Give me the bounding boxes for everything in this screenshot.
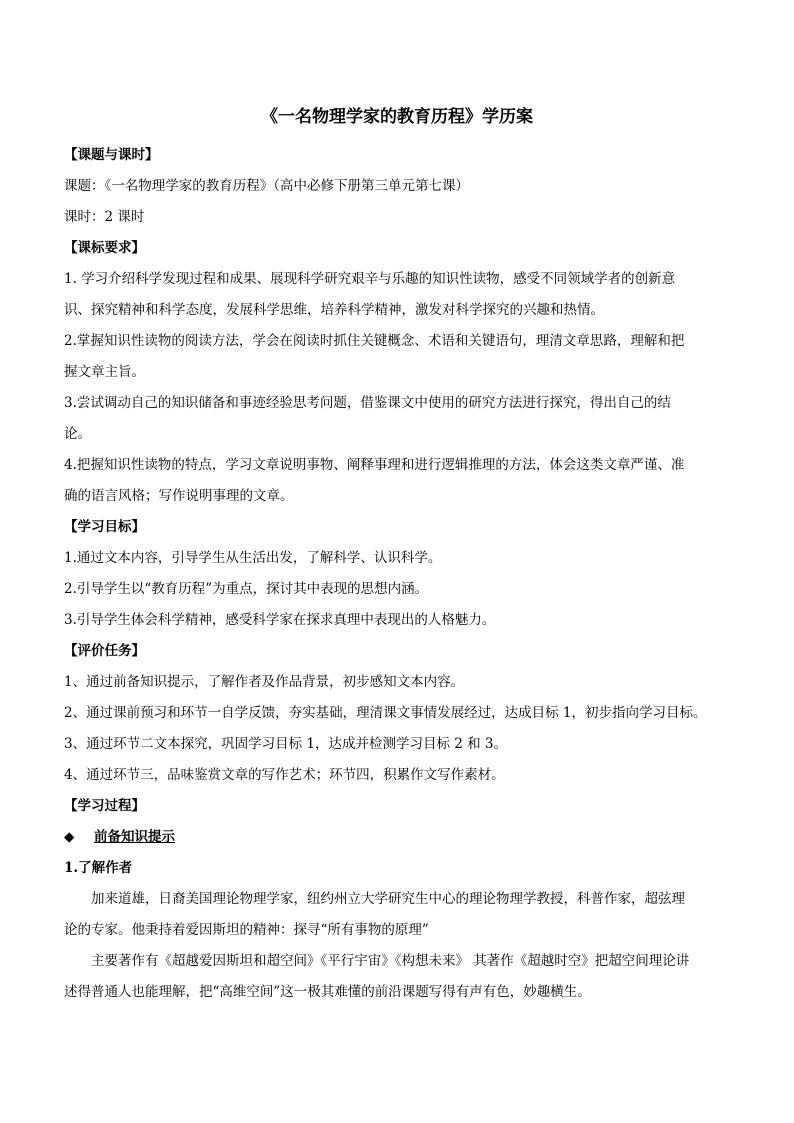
document-body <box>64 140 734 1008</box>
goal-2: 2.引导学生以“教育历程”为重点，探讨其中表现的思想内涵。 <box>64 581 429 597</box>
topic-line: 课题：《一名物理学家的教育历程》（高中必修下册第三单元第七课） <box>64 178 469 194</box>
standard-2b: 握文章主旨。 <box>64 364 145 380</box>
task-2: 2、通过课前预习和环节一自学反馈，夯实基础，理清课文事情发展经过，达成目标 1，初步指向学习目标。 <box>64 705 707 721</box>
standard-1b: 识、探究精神和科学态度，发展科学思维，培养科学精神，激发对科学探究的兴趣和热情。 <box>64 302 604 318</box>
prior-knowledge-heading: 前备知识提示 <box>94 829 175 845</box>
author-para-2b: 述得普通人也能理解，把“高维空间”这一极其难懂的前沿课题写得有声有色，妙趣横生。 <box>64 984 591 1000</box>
section-heading-process: 【学习过程】 <box>64 798 145 814</box>
prior-knowledge-row <box>64 822 734 853</box>
know-author-heading: 1.了解作者 <box>64 860 133 876</box>
section-heading-goals: 【学习目标】 <box>64 519 145 535</box>
author-para-1a: 加来道雄，日裔美国理论物理学家，纽约州立大学研究生中心的理论物理学教授，科普作家，超弦理 <box>91 891 685 907</box>
standard-3a: 3.尝试调动自己的知识储备和事迹经验思考问题，借鉴课文中使用的研究方法进行探究，得出自己的结 <box>64 395 671 411</box>
standard-1a: 1. 学习介绍科学发现过程和成果、展现科学研究艰辛与乐趣的知识性读物，感受不同领域学者的创新意 <box>64 271 676 287</box>
task-4: 4、通过环节三，品味鉴赏文章的写作艺术；环节四，积累作文写作素材。 <box>64 767 505 783</box>
section-heading-topic: 【课题与课时】 <box>64 147 159 163</box>
task-3: 3、通过环节二文本探究，巩固学习目标 1，达成并检测学习目标 2 和 3。 <box>64 736 508 752</box>
goal-3: 3.引导学生体会科学精神，感受科学家在探求真理中表现出的人格魅力。 <box>64 612 496 628</box>
author-para-1b: 论的专家。他秉持着爱因斯坦的精神：探寻“所有事物的原理” <box>64 922 429 938</box>
task-1: 1、通过前备知识提示，了解作者及作品背景，初步感知文本内容。 <box>64 674 465 690</box>
standard-2a: 2.掌握知识性读物的阅读方法，学会在阅读时抓住关键概念、术语和关键语句，理清文章思路，理解和把 <box>64 333 685 349</box>
document-title: 《一名物理学家的教育历程》学历案 <box>261 107 533 127</box>
standard-3b: 论。 <box>64 426 91 442</box>
diamond-bullet-icon: ◆ <box>64 829 75 845</box>
section-heading-standard: 【课标要求】 <box>64 240 145 256</box>
hours-line: 课时：2 课时 <box>64 209 145 225</box>
section-heading-tasks: 【评价任务】 <box>64 643 145 659</box>
goal-1: 1.通过文本内容，引导学生从生活出发，了解科学、认识科学。 <box>64 550 442 566</box>
standard-4a: 4.把握知识性读物的特点，学习文章说明事物、阐释事理和进行逻辑推理的方法，体会这类文章严谨、准 <box>64 457 685 473</box>
standard-4b: 确的语言风格；写作说明事理的文章。 <box>64 488 294 504</box>
author-para-2a: 主要著作有《超越爱因斯坦和超空间》《平行宇宙》《构想未来》 其著作《超越时空》把超空间理论讲 <box>91 953 690 969</box>
